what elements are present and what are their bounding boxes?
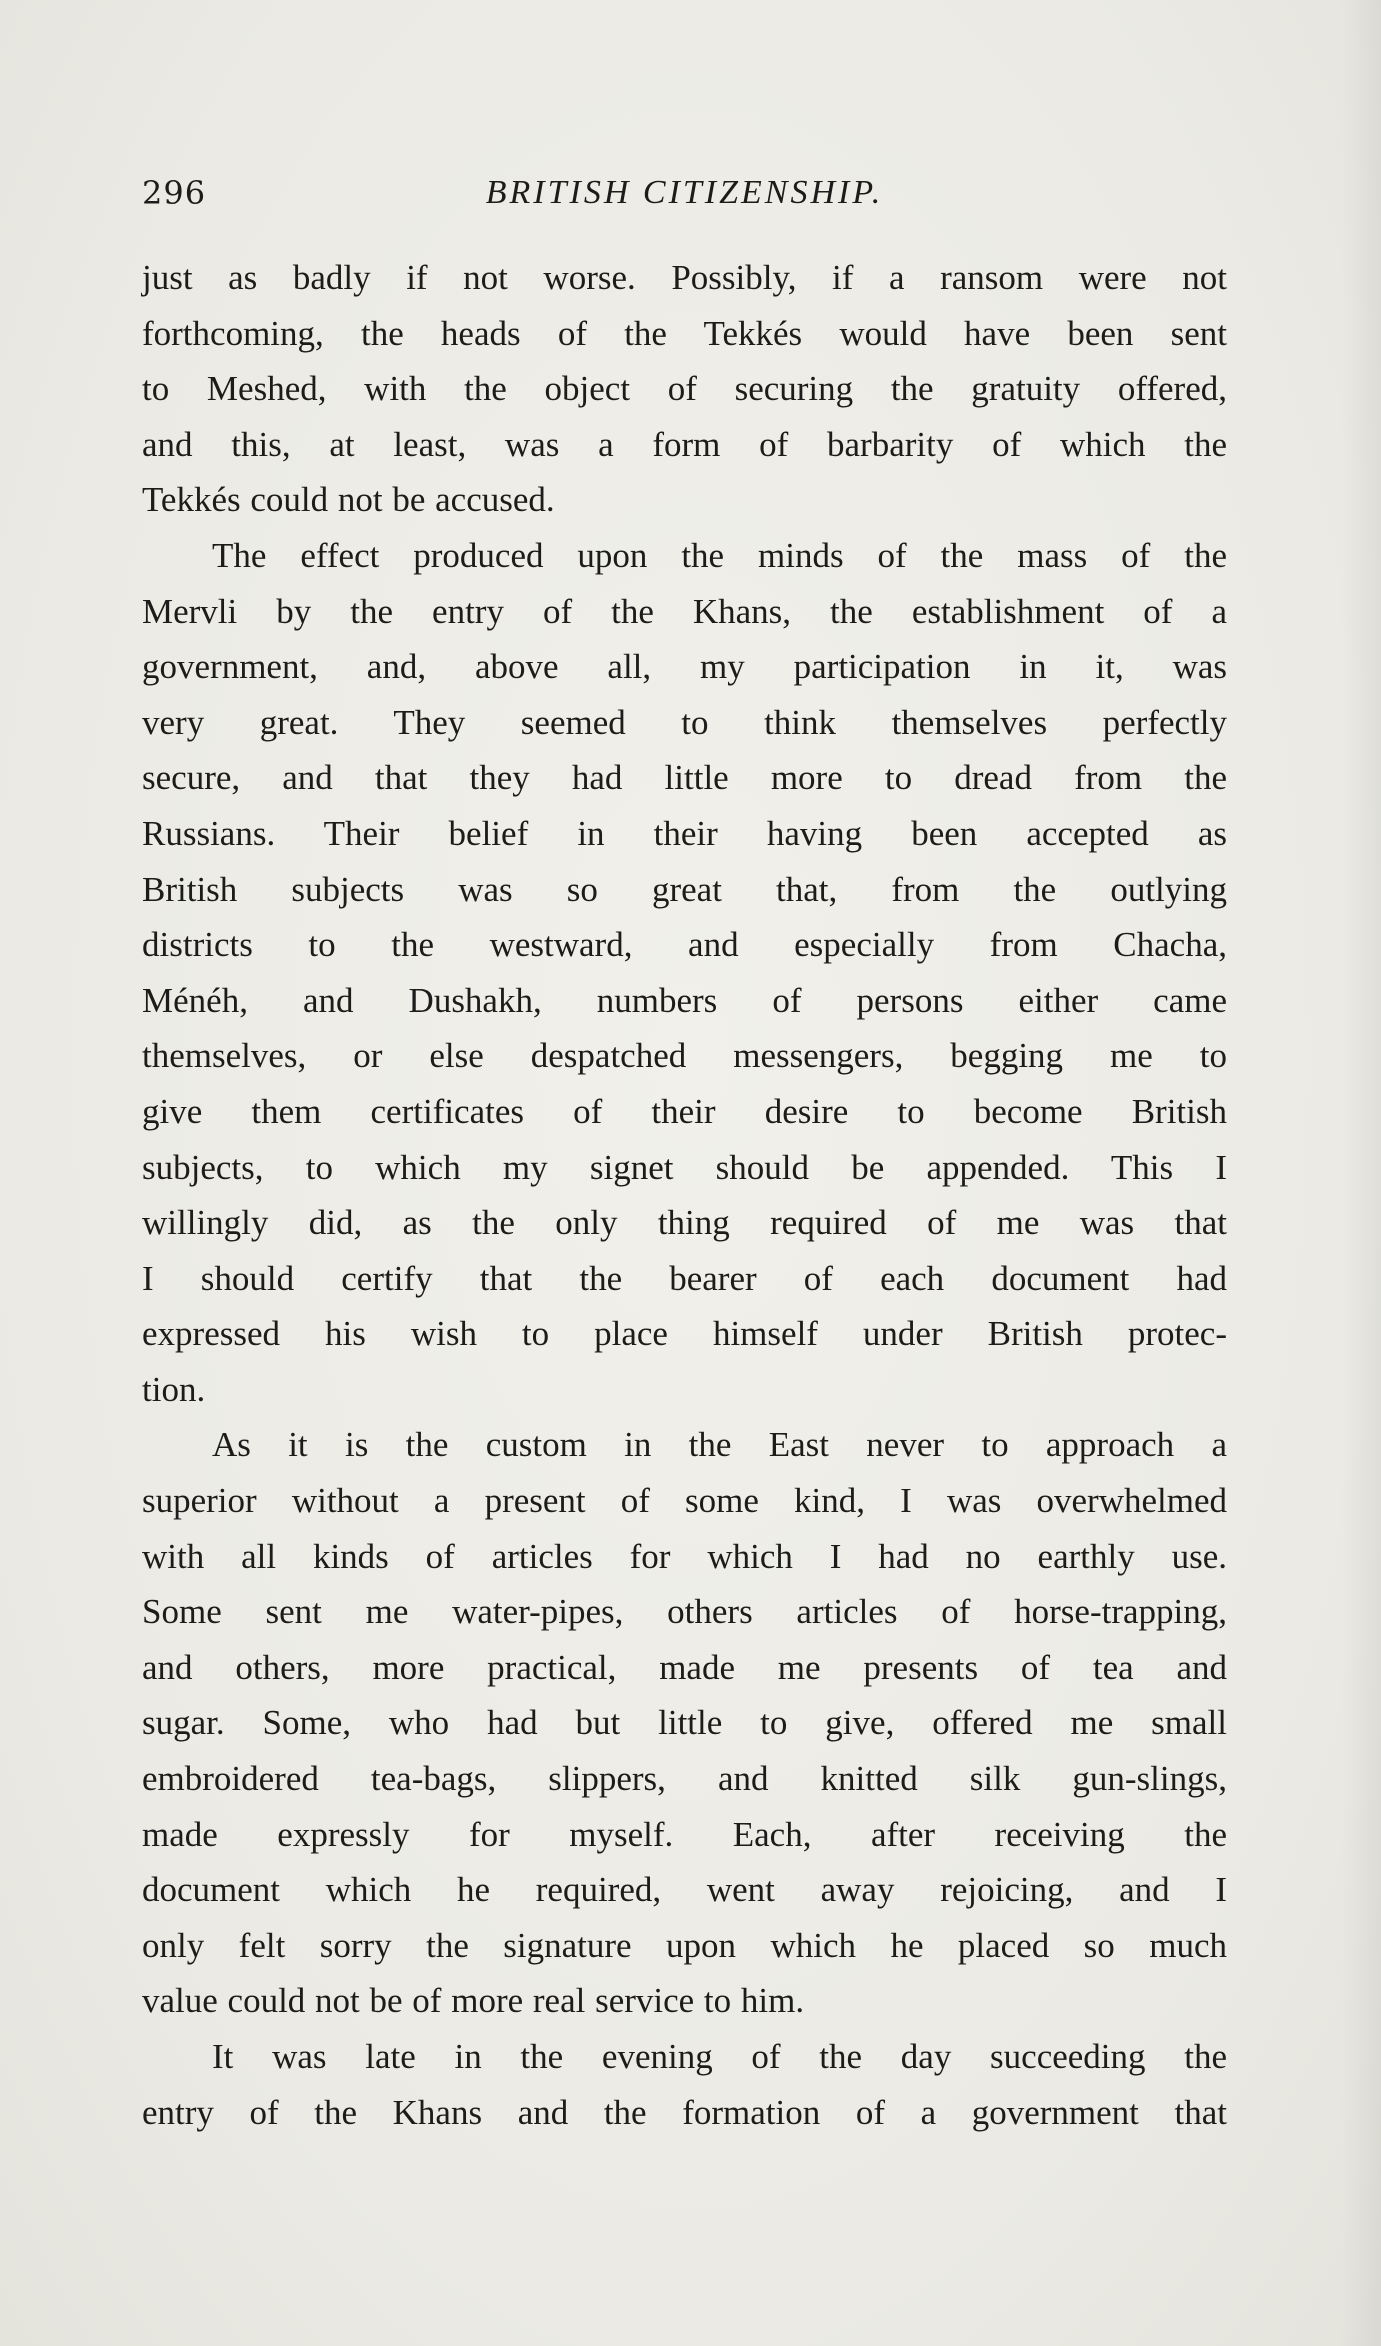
text-line: made expressly for myself. Each, after receiving the	[142, 1814, 1227, 1854]
text-line: Mervli by the entry of the Khans, the establishment of a	[142, 591, 1227, 631]
page-number: 296	[142, 174, 207, 212]
text-line: only felt sorry the signature upon which he placed so much	[142, 1925, 1227, 1965]
text-line: subjects, to which my signet should be appended. This I	[142, 1147, 1227, 1187]
text-line: Tekkés could not be accused.	[142, 480, 555, 520]
text-line: to Meshed, with the object of securing the gratuity offered,	[142, 369, 1227, 409]
text-line: Some sent me water-pipes, others articles of horse-trapping,	[142, 1592, 1227, 1632]
text-line: and others, more practical, made me presents of tea and	[142, 1647, 1227, 1687]
text-line: entry of the Khans and the formation of a government that	[142, 2092, 1227, 2132]
body-text	[142, 250, 1227, 2140]
text-line: secure, and that they had little more to dread from the	[142, 758, 1227, 798]
text-line: themselves, or else despatched messengers, begging me to	[142, 1036, 1227, 1076]
text-line: Ménéh, and Dushakh, numbers of persons either came	[142, 980, 1227, 1020]
text-line: tion.	[142, 1369, 206, 1409]
page-edge-shadow	[1341, 0, 1381, 2346]
text-line: give them certificates of their desire to become British	[142, 1091, 1227, 1131]
text-line: superior without a present of some kind, I was overwhelmed	[142, 1481, 1227, 1521]
text-line: and this, at least, was a form of barbarity of which the	[142, 424, 1227, 464]
running-head	[142, 168, 1227, 218]
text-line: districts to the westward, and especially from Chacha,	[142, 925, 1227, 965]
text-line: forthcoming, the heads of the Tekkés would have been sent	[142, 313, 1227, 353]
text-line: with all kinds of articles for which I had no earthly use.	[142, 1536, 1227, 1576]
text-line: willingly did, as the only thing required of me was that	[142, 1203, 1227, 1243]
text-line: embroidered tea-bags, slippers, and knitted silk gun-slings,	[142, 1759, 1227, 1799]
text-line: As it is the custom in the East never to approach a	[212, 1425, 1227, 1465]
text-line: I should certify that the bearer of each document had	[142, 1258, 1227, 1298]
text-line: just as badly if not worse. Possibly, if a ransom were not	[142, 258, 1227, 297]
text-line: sugar. Some, who had but little to give, offered me small	[142, 1703, 1227, 1743]
text-line: It was late in the evening of the day succeeding the	[212, 2037, 1227, 2076]
text-line: The effect produced upon the minds of the mass of the	[212, 535, 1227, 575]
text-line: British subjects was so great that, from the outlying	[142, 869, 1227, 909]
text-line: very great. They seemed to think themselves perfectly	[142, 702, 1227, 742]
text-line: document which he required, went away rejoicing, and I	[142, 1870, 1227, 1910]
text-line: expressed his wish to place himself under British protec-	[142, 1314, 1227, 1354]
text-line: value could not be of more real service to him.	[142, 1981, 805, 2021]
running-title: BRITISH CITIZENSHIP.	[485, 174, 884, 211]
text-line: government, and, above all, my participation in it, was	[142, 647, 1227, 687]
text-line: Russians. Their belief in their having been accepted as	[142, 813, 1227, 853]
